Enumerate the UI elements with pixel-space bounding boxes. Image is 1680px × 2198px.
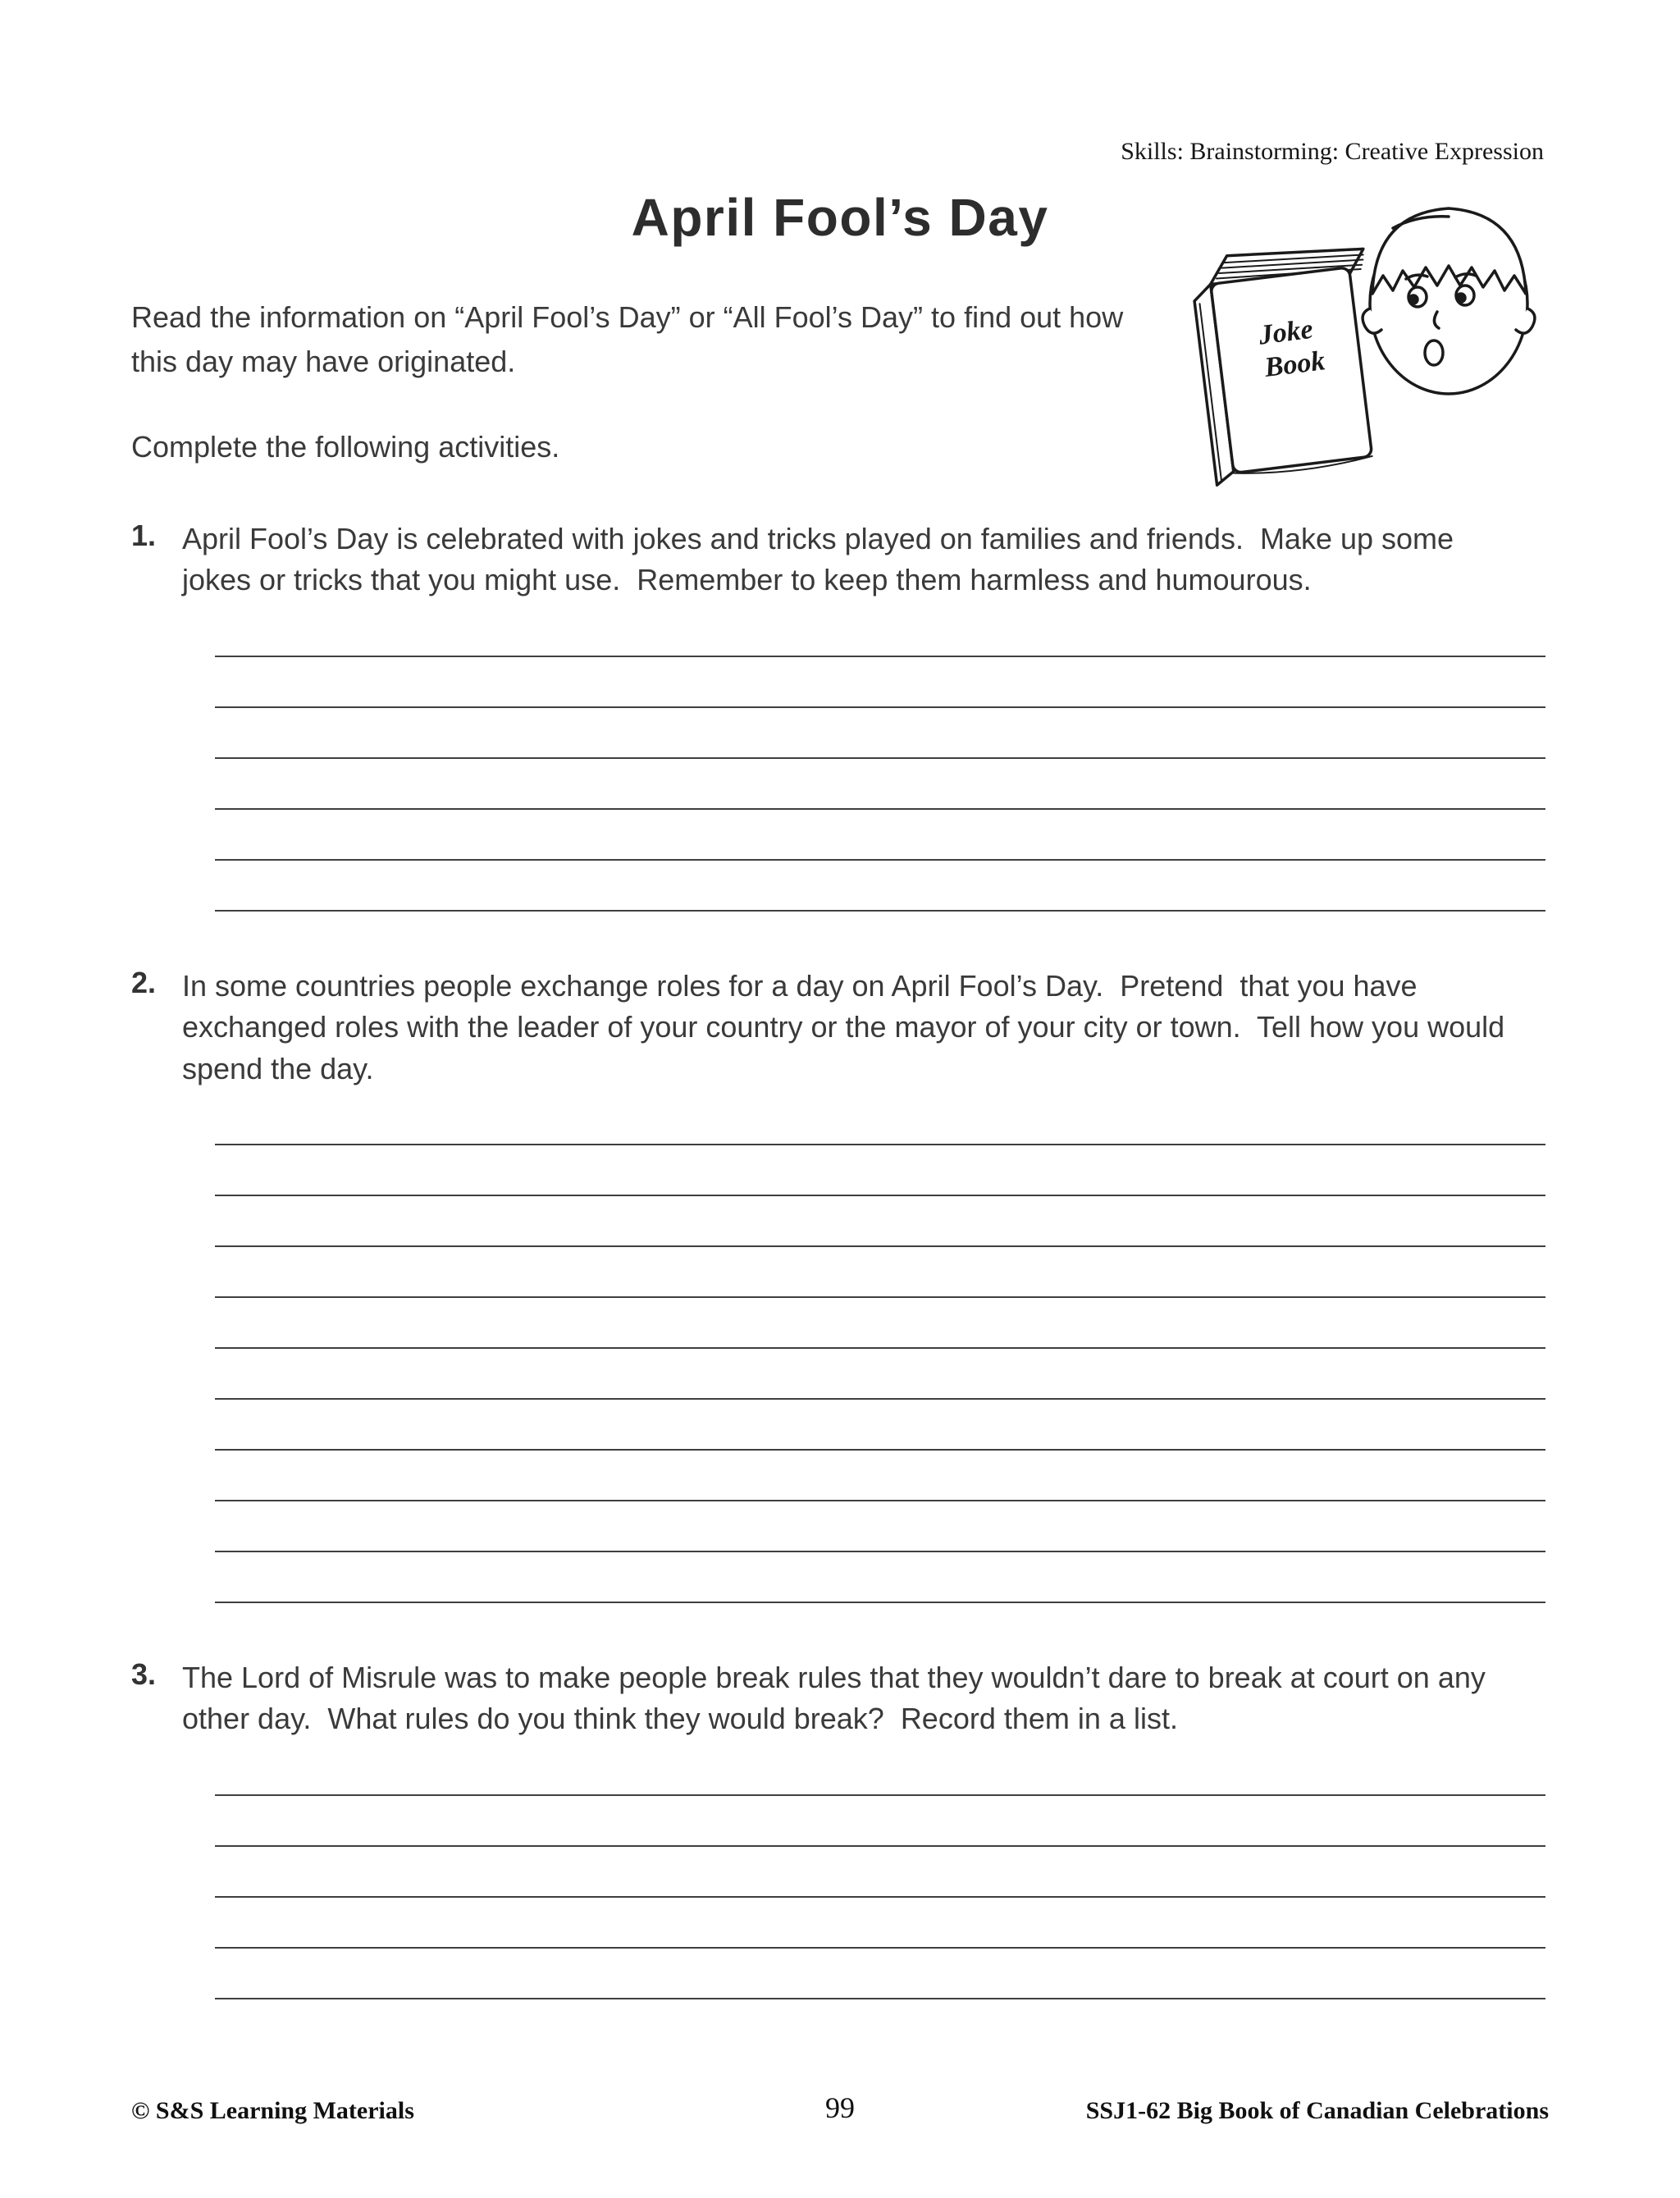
writing-line — [215, 1094, 1545, 1145]
writing-line — [215, 1196, 1545, 1247]
writing-lines — [215, 1745, 1547, 1999]
complete-instruction: Complete the following activities. — [131, 430, 560, 464]
writing-line — [215, 810, 1545, 861]
joke-book-illustration — [1147, 171, 1573, 499]
activity — [131, 966, 1549, 1603]
activity-text: In some countries people exchange roles for a day on April Fool’s Day. Pretend that you have exchanged roles with the leader of your country or the mayor of your city or town. Tell how you would spend the day. — [182, 968, 1513, 1085]
writing-line — [215, 1949, 1545, 1999]
intro-text: Read the information on “April Fool’s Day” or “All Fool’s Day” to find out how this day may have originated. — [131, 300, 1132, 378]
activities — [131, 519, 1549, 1999]
writing-line — [215, 861, 1545, 912]
page-title: April Fool’s Day — [631, 188, 1049, 247]
skills-line: Skills: Brainstorming: Creative Expression — [1121, 138, 1544, 165]
writing-line — [215, 657, 1545, 708]
book-label-line2: Book — [1262, 345, 1327, 383]
activity-text: The Lord of Misrule was to make people break rules that they wouldn’t dare to break at court on any other day. What rules do you think they would break? Record them in a list. — [182, 1660, 1494, 1736]
writing-line — [215, 1349, 1545, 1400]
writing-line — [215, 1898, 1545, 1949]
writing-line — [215, 1501, 1545, 1552]
footer-page-number: 99 — [825, 2091, 855, 2124]
writing-line — [215, 1145, 1545, 1196]
writing-line — [215, 1552, 1545, 1603]
joke-book-and-boy-icon — [1147, 171, 1573, 499]
writing-line — [215, 1847, 1545, 1898]
activity-text: April Fool’s Day is celebrated with jokes and tricks played on families and friends. Make up some jokes or tricks that you might use. Remember to keep them harmless and humourous. — [182, 522, 1463, 597]
writing-lines — [215, 606, 1547, 912]
activity — [131, 1657, 1549, 1999]
writing-line — [215, 1247, 1545, 1298]
writing-line — [215, 1745, 1545, 1796]
writing-line — [215, 759, 1545, 810]
writing-line — [215, 1451, 1545, 1501]
footer — [131, 2091, 1549, 2132]
book-label-line1: Joke — [1257, 313, 1315, 351]
footer-book-title: SSJ1-62 Big Book of Canadian Celebrations — [1085, 2097, 1549, 2124]
writing-line — [215, 1298, 1545, 1349]
writing-line — [215, 708, 1545, 759]
writing-line — [215, 1400, 1545, 1451]
writing-line — [215, 606, 1545, 657]
activity — [131, 519, 1549, 912]
writing-line — [215, 1796, 1545, 1847]
footer-copyright: © S&S Learning Materials — [131, 2097, 414, 2124]
writing-lines — [215, 1094, 1547, 1603]
activity-number: 1. — [131, 519, 157, 552]
activity-number: 3. — [131, 1656, 157, 1691]
activity-number: 2. — [131, 965, 157, 999]
